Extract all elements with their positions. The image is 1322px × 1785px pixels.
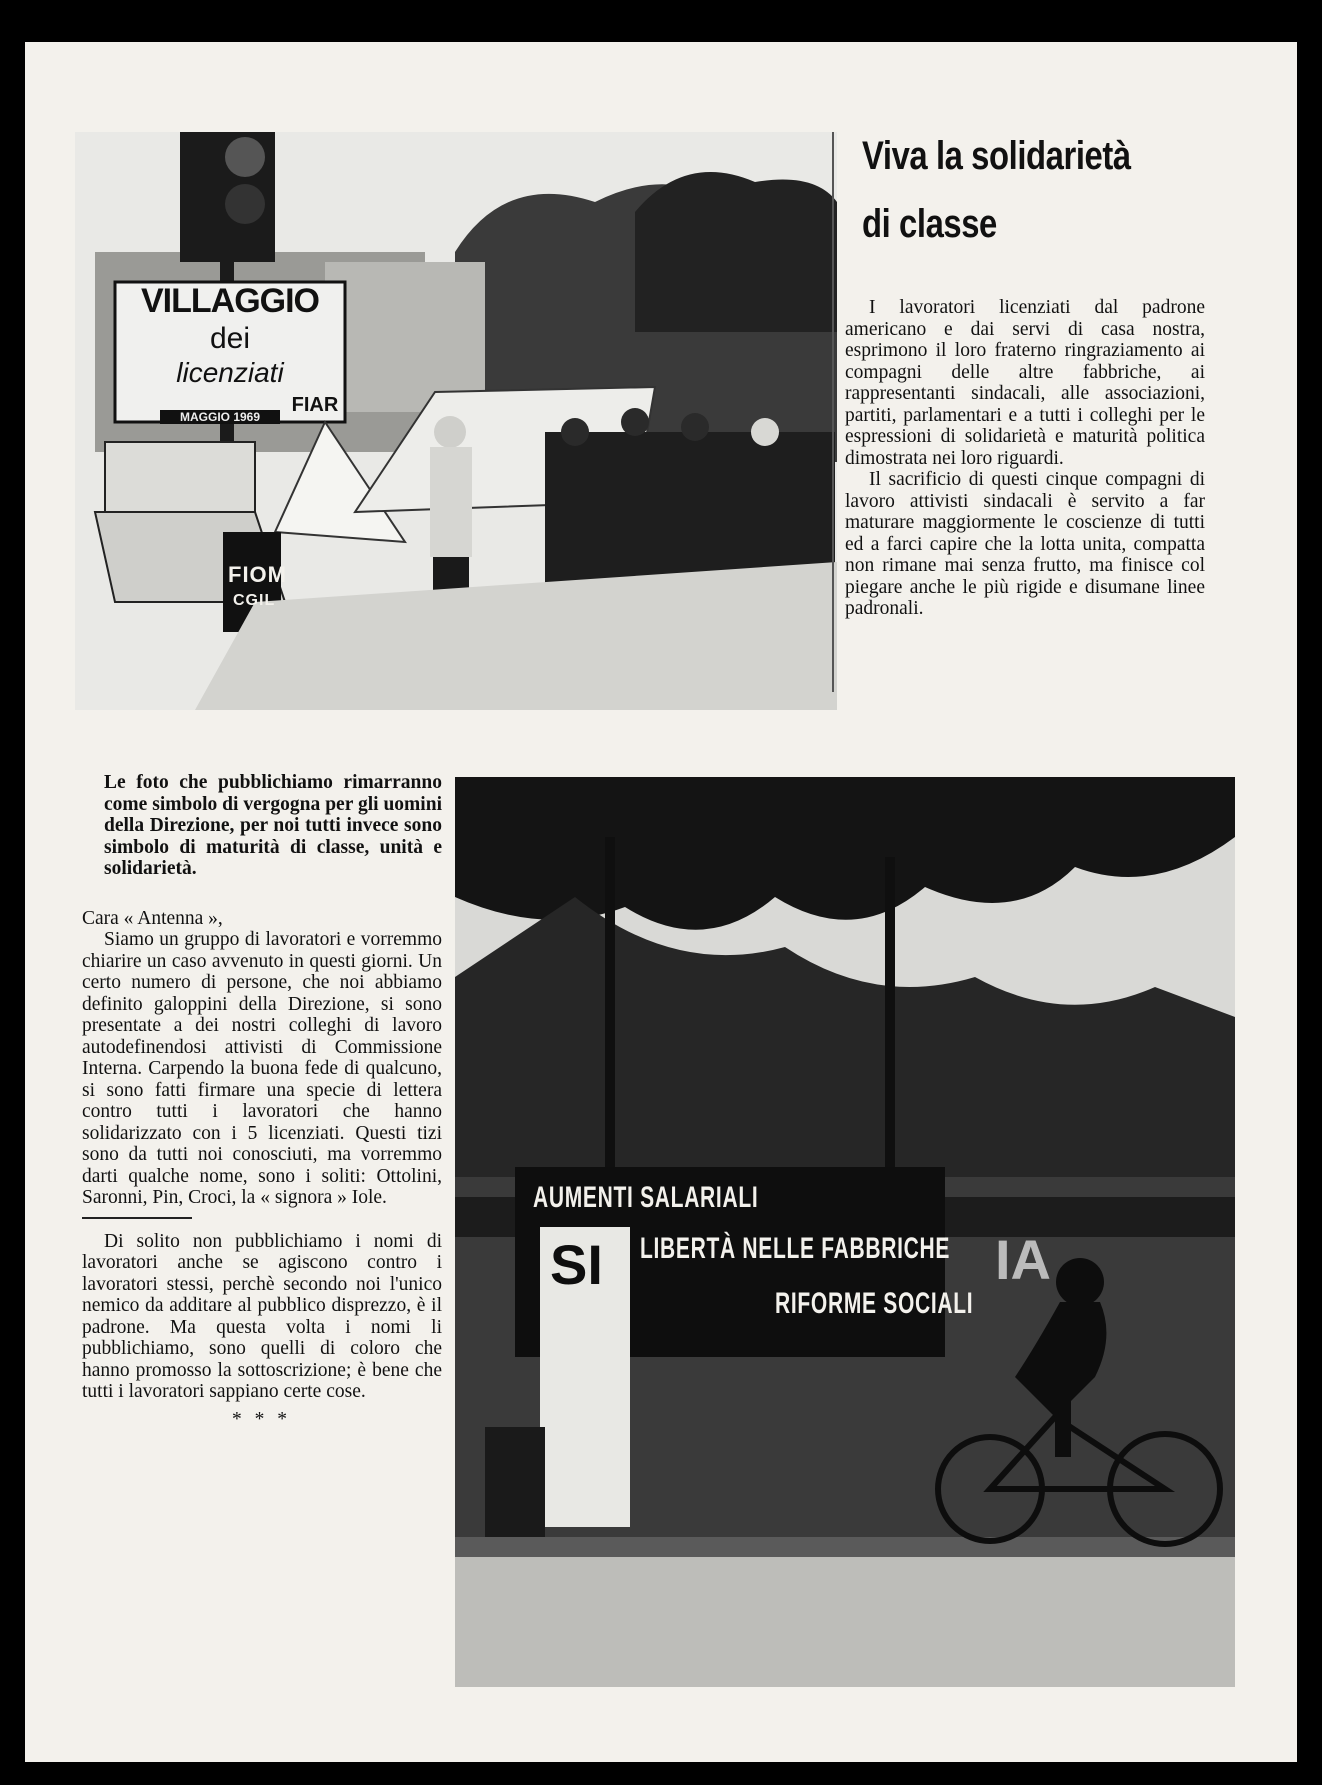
editor-note: Di solito non pubblichiamo i nomi di lavoratori anche se agiscono contro i lavoratori stessi, perchè secondo noi l'unico nemico da additare al pubblico disprezzo, è il padrone. Ma questa volta i nomi li pubblichiamo, sono quelli di coloro che hanno promosso la sottoscrizione; è bene che tutti i lavoratori sappiano certe cose.	[82, 1230, 442, 1402]
title-line-2: di classe	[862, 202, 997, 246]
letter-greeting: Cara « Antenna »,	[82, 907, 223, 929]
poster-si: SI	[550, 1233, 603, 1296]
banner-riforme: RIFORME SOCIALI	[775, 1287, 974, 1320]
closing-stars: * * *	[232, 1408, 291, 1430]
intro-paragraph-1: I lavoratori licenziati dal padrone americano e dai servi di casa nostra, esprimono il loro fraterno ringraziamento ai compagni delle altre fabbriche, ai rappresentanti sindacali, alle associazioni, partiti, parlamentari e a tutti i colleghi per le espressioni di solidarietà e maturità politica dimostrata nei loro riguardi.	[845, 297, 1205, 469]
sign-dei: dei	[209, 322, 251, 355]
intro-paragraph-2: Il sacrificio di questi cinque compagni di lavoro attivisti sindacali è servito a far maturare maggiormente le coscienze di tutti ed a farci capire che la lotta unita, compatta non rimane mai senza frutto, ma finisce col piegare anche le più rigide e disumane linee padronali.	[845, 469, 1205, 619]
sign-fiar: FIAR	[291, 394, 339, 416]
magazine-page	[25, 42, 1297, 1762]
letter-column	[82, 772, 442, 1430]
photo-caption-lead: Le foto che pubblichiamo rimarranno come simbolo di vergogna per gli uomini della Direzione, per noi tutti invece sono simbolo di maturità di classe, unità e solidarietà.	[104, 772, 442, 879]
wall-lettering: IA	[995, 1228, 1051, 1291]
photo-village-of-dismissed	[75, 132, 837, 710]
sign-licenziati: licenziati	[176, 357, 284, 388]
sign-villaggio: VILLAGGIO	[141, 282, 319, 320]
banner-liberta: LIBERTÀ NELLE FABBRICHE	[640, 1232, 951, 1265]
intro-text	[845, 297, 1205, 620]
sign-cgil: CGIL	[233, 592, 276, 609]
banner-aumenti: AUMENTI SALARIALI	[533, 1181, 759, 1214]
letter-body: Siamo un gruppo di lavoratori e vorremmo chiarire un caso avvenuto in questi giorni. Un certo numero di persone, che noi abbiamo definito galoppini della Direzione, si sono presentate a dei nostri colleghi di lavoro autodefinendosi attivisti di Commissione Interna. Carpendo la buona fede di qualcuno, si sono fatti firmare una specie di lettera contro tutti i lavoratori che hanno solidarizzato con i 5 licenziati. Questi tizi sono da tutti noi conosciuti, ma vorremmo darti qualche nome, sono i soliti: Ottolini, Saronni, Pin, Croci, la « signora » Iole.	[82, 929, 442, 1208]
column-divider	[832, 132, 834, 692]
sign-fiom: FIOM	[228, 562, 287, 587]
article-title	[862, 122, 1190, 258]
photo-wall-cyclist	[455, 777, 1235, 1687]
separator-rule	[82, 1217, 192, 1219]
title-line-1: Viva la solidarietà	[862, 134, 1131, 178]
sign-date: MAGGIO 1969	[160, 410, 280, 424]
